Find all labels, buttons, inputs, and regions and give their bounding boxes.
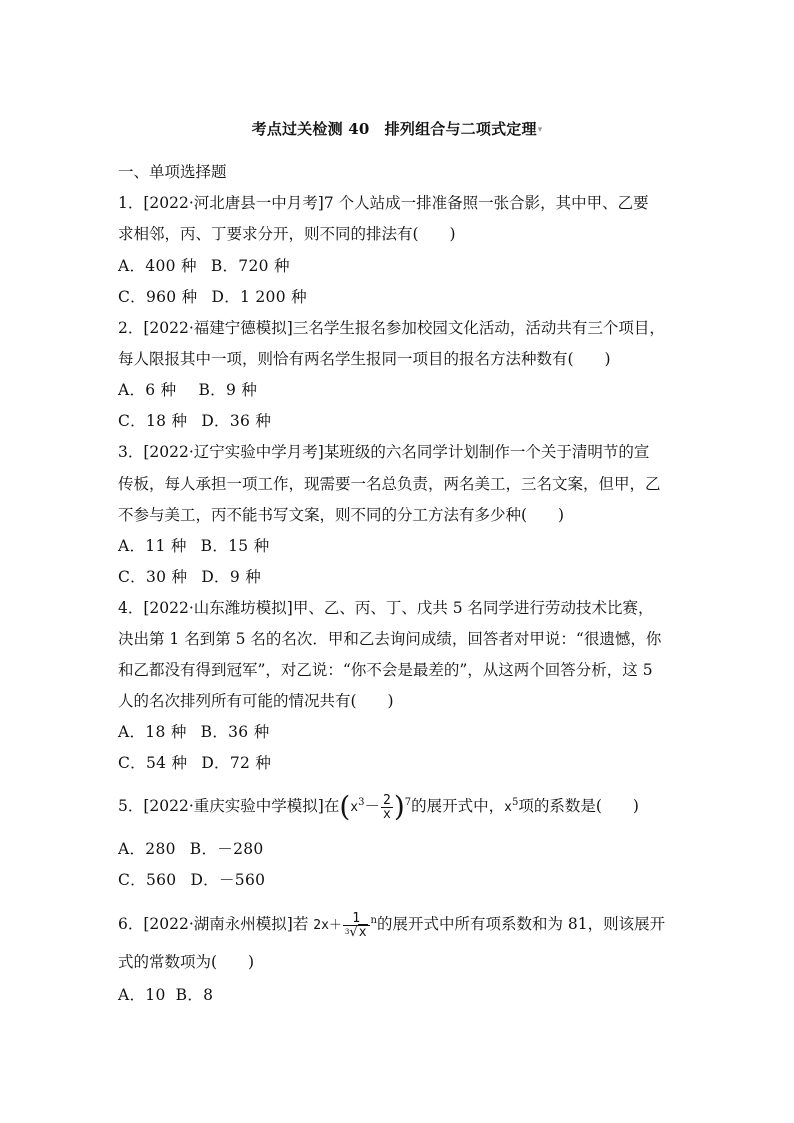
q1-option-a: A．400 种: [118, 257, 197, 275]
q6-option-b: B．8: [175, 986, 214, 1004]
q2-options-row-2: [118, 411, 271, 431]
q3-line-2: 传板，每人承担一项工作，现需要一名总负责，两名美工，三名文案，但甲，乙: [118, 475, 661, 493]
q5-fraction: [381, 794, 393, 821]
q1-option-b: B．720 种: [210, 257, 290, 275]
q1-option-d: D．1 200 种: [211, 288, 307, 306]
q3-line-1: 3．[2022·辽宁实验中学月考]某班级的六名同学计划制作一个关于清明节的宣: [118, 443, 650, 461]
q6-option-a: A．10: [118, 986, 166, 1004]
q6-root-index: 3: [344, 927, 350, 936]
q5-suffix-a: 的展开式中，: [411, 797, 505, 816]
title-text: 考点过关检测 40 排列组合与二项式定理: [251, 120, 537, 138]
q6-line-2: 式的常数项为( ): [118, 953, 255, 971]
q5-expr-base-exp: 3: [358, 797, 365, 808]
q3-option-c: C．30 种: [118, 568, 188, 586]
q5-option-b: B．－280: [189, 840, 264, 858]
q4-options-row-1: [118, 722, 270, 742]
q1-line-1: 1．[2022·河北唐县一中月考]7 个人站成一排准备照一张合影，其中甲、乙要: [118, 194, 649, 212]
q3-option-d: D．9 种: [201, 568, 262, 586]
q4-option-b: B．36 种: [200, 723, 270, 741]
q6-outer-exp: n: [370, 915, 377, 926]
q2-option-c: C．18 种: [118, 412, 188, 430]
q4-option-d: D．72 种: [201, 754, 272, 772]
section-heading: 一、单项选择题: [118, 163, 227, 181]
collapse-triangle-icon[interactable]: ▾: [537, 125, 543, 135]
q3-options-row-2: [118, 567, 261, 587]
q2-options-row-1: [118, 380, 257, 400]
q5-outer-exp: 7: [404, 797, 412, 808]
q5-frac-den: x: [383, 806, 391, 822]
q5-option-a: A．280: [118, 840, 176, 858]
q1-options-row-2: [118, 287, 307, 307]
q5-right-paren: ): [393, 790, 405, 824]
q5-options-row-1: [118, 839, 264, 859]
q5-left-paren: (: [339, 790, 351, 824]
q3-line-3: 不参与美工，丙不能书写文案，则不同的分工方法有多少种( ): [118, 506, 565, 524]
page-title: [0, 118, 794, 139]
q4-line-4: 人的名次排列所有可能的情况共有( ): [118, 692, 394, 710]
q5-minus: －: [364, 797, 380, 816]
q3-option-a: A．11 种: [118, 537, 187, 555]
q6-frac-den-root: $^3$√x: [344, 924, 367, 940]
q4-option-c: C．54 种: [118, 754, 188, 772]
q1-options-row-1: [118, 256, 290, 276]
q5-option-d: D．－560: [190, 871, 266, 889]
q6-root-body: x: [358, 924, 367, 940]
q4-line-1: 4．[2022·山东潍坊模拟]甲、乙、丙、丁、戊共 5 名同学进行劳动技术比赛，: [118, 599, 654, 617]
q5-term-base: x: [504, 800, 512, 816]
q4-line-3: 和乙都没有得到冠军”，对乙说：“你不会是最差的”，从这两个回答分析，这 5: [118, 661, 653, 679]
q2-line-2: 每人限报其中一项，则恰有两名学生报同一项目的报名方法种数有( ): [118, 350, 611, 368]
q5-expr-base: x: [350, 800, 359, 816]
q6-options-row-1: [118, 985, 213, 1005]
q6-frac-num: 1: [343, 912, 370, 926]
q4-line-2: 决出第 1 名到第 5 名的名次．甲和乙去询问成绩，回答者对甲说：“很遗憾，你: [118, 630, 662, 648]
q6-expr-a: 2x＋: [313, 918, 342, 934]
q5-options-row-2: [118, 870, 265, 890]
q5-term-exp: 5: [511, 797, 519, 808]
q2-option-b: B．9 种: [198, 381, 258, 399]
q6-prefix: 6．[2022·湖南永州模拟]若: [118, 915, 314, 934]
q1-option-c: C．960 种: [118, 288, 198, 306]
q1-line-2: 求相邻，丙、丁要求分开，则不同的排法有( ): [118, 225, 456, 243]
q6-suffix: 的展开式中所有项系数和为 81，则该展开: [376, 915, 666, 934]
q6-fraction: [343, 912, 370, 939]
q5-suffix-b: 项的系数是( ): [518, 797, 639, 816]
q5-prefix: 5．[2022·重庆实验中学模拟]在: [118, 797, 340, 816]
q2-line-1: 2．[2022·福建宁德模拟]三名学生报名参加校园文化活动，活动共有三个项目，: [118, 319, 665, 337]
q5-line-1: [118, 785, 639, 824]
q4-option-a: A．18 种: [118, 723, 187, 741]
q2-option-a: A．6 种: [118, 381, 177, 399]
q5-option-c: C．560: [118, 871, 177, 889]
q6-line-1: [118, 899, 665, 943]
q3-option-b: B．15 种: [200, 537, 270, 555]
q3-options-row-1: [118, 536, 270, 556]
q2-option-d: D．36 种: [201, 412, 272, 430]
q4-options-row-2: [118, 753, 271, 773]
q5-frac-num: 2: [383, 792, 391, 808]
